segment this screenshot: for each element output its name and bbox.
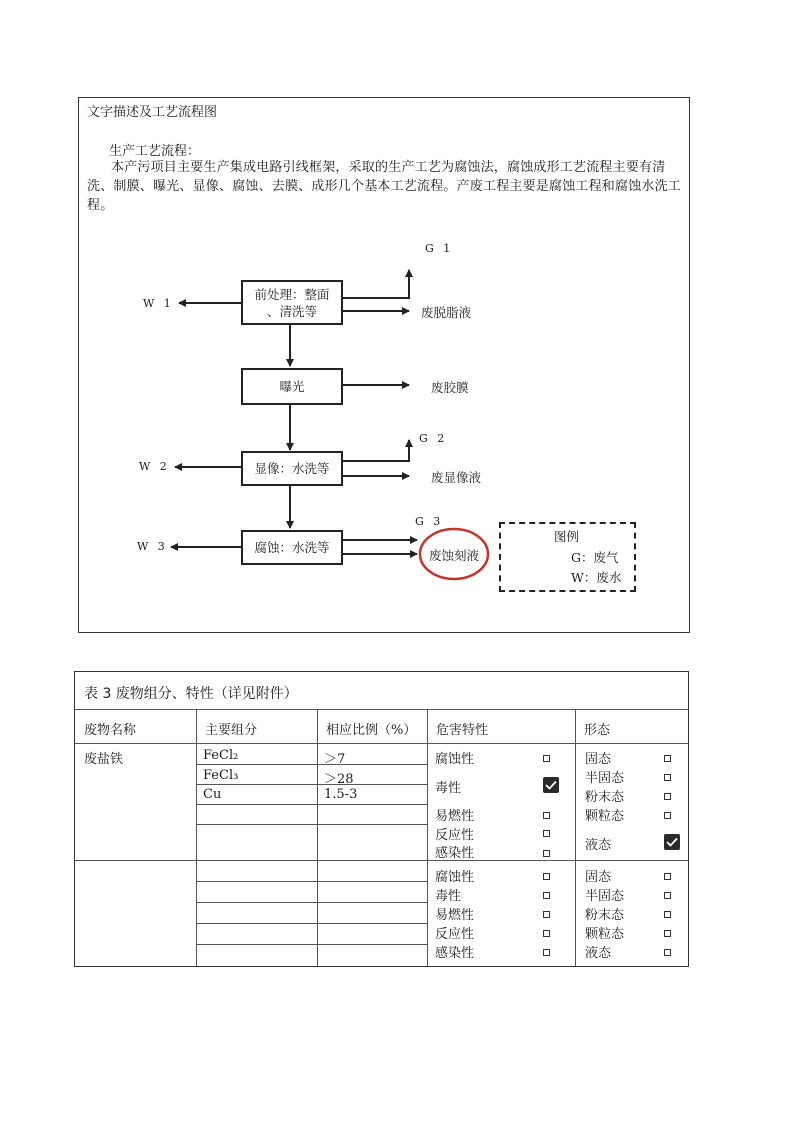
r2-hazard-corrosive: 腐蚀性	[435, 870, 475, 885]
label-g3: G 3	[415, 515, 444, 528]
r1-hazard-corrosive: 腐蚀性	[435, 752, 475, 767]
step-develop-label: 显像：水洗等	[254, 461, 330, 476]
r1-hazard-flammable-checkbox[interactable]	[543, 812, 550, 819]
r2-form-powder-checkbox[interactable]	[664, 911, 671, 918]
r1-hazard-infectious: 感染性	[435, 846, 475, 861]
header-form: 形态	[584, 723, 611, 738]
r1-form-solid: 固态	[585, 752, 612, 767]
legend-box	[499, 522, 636, 592]
check-icon	[666, 837, 678, 847]
r2-hazard-toxic-checkbox[interactable]	[543, 892, 550, 899]
r2-form-semisolid: 半固态	[585, 889, 625, 904]
label-g2: G 2	[419, 432, 448, 445]
r2-form-liquid-checkbox[interactable]	[664, 949, 671, 956]
r2-hazard-infectious: 感染性	[435, 946, 475, 961]
r2-hazard-toxic: 毒性	[435, 889, 462, 904]
label-w3: W 3	[137, 540, 168, 553]
r2-form-liquid: 液态	[585, 946, 612, 961]
step-pretreatment-box	[241, 280, 343, 325]
label-step4-output: 废蚀刻液	[429, 548, 480, 563]
r2-hazard-flammable: 易燃性	[435, 908, 475, 923]
step-exposure-box	[241, 368, 343, 405]
header-waste-name: 废物名称	[84, 723, 137, 738]
r1-form-powder-checkbox[interactable]	[664, 793, 671, 800]
label-g1: G 1	[425, 242, 454, 255]
step-develop-box	[241, 451, 343, 486]
r1-hazard-reactive-checkbox[interactable]	[543, 830, 550, 837]
header-ratio: 相应比例（%）	[326, 723, 417, 738]
component-1: FeCl₂	[203, 748, 239, 763]
process-paragraph: 本产污项目主要生产集成电路引线框架，采取的生产工艺为腐蚀法，腐蚀成形工艺流程主要有清洗、制膜、曝光、显像、腐蚀、去膜、成形几个基本工艺流程。产废工程主要是腐蚀工程和腐蚀水洗工程。	[87, 160, 682, 213]
r2-hazard-flammable-checkbox[interactable]	[543, 911, 550, 918]
header-hazard: 危害特性	[436, 723, 489, 738]
arrow-g1	[343, 270, 409, 298]
r1-form-powder: 粉末态	[585, 790, 625, 805]
r1-hazard-infectious-checkbox[interactable]	[543, 850, 550, 857]
step-pretreatment-line1: 前处理：整面	[254, 286, 330, 302]
r2-form-granular-checkbox[interactable]	[664, 930, 671, 937]
ratio-1: ＞7	[324, 752, 346, 767]
r2-hazard-reactive-checkbox[interactable]	[543, 930, 550, 937]
r1-form-semisolid: 半固态	[585, 771, 625, 786]
arrow-g2	[343, 440, 409, 461]
step-etch-label: 腐蚀：水洗等	[254, 540, 330, 555]
waste-name: 废盐铁	[84, 752, 124, 767]
process-description-box	[78, 97, 690, 633]
legend-title: 图例	[554, 529, 580, 544]
r1-form-liquid-checkbox[interactable]	[664, 834, 680, 850]
legend-water: W：废水	[571, 570, 622, 585]
step-pretreatment-line2: 、清洗等	[266, 303, 317, 319]
r2-form-solid-checkbox[interactable]	[664, 873, 671, 880]
r2-hazard-corrosive-checkbox[interactable]	[543, 873, 550, 880]
label-w2: W 2	[139, 460, 170, 473]
r1-form-semisolid-checkbox[interactable]	[664, 774, 671, 781]
r2-form-semisolid-checkbox[interactable]	[664, 892, 671, 899]
r1-form-liquid: 液态	[585, 838, 612, 853]
r2-form-powder: 粉末态	[585, 908, 625, 923]
label-w1: W 1	[143, 297, 174, 310]
r1-form-granular: 颗粒态	[585, 809, 625, 824]
r1-form-solid-checkbox[interactable]	[664, 755, 671, 762]
r1-hazard-reactive: 反应性	[435, 828, 475, 843]
check-icon	[545, 780, 557, 790]
r1-form-granular-checkbox[interactable]	[664, 812, 671, 819]
r1-hazard-flammable: 易燃性	[435, 809, 475, 824]
r2-form-solid: 固态	[585, 870, 612, 885]
r1-hazard-toxic-checkbox[interactable]	[543, 777, 559, 793]
step-etch-box	[241, 530, 343, 565]
r1-hazard-toxic: 毒性	[435, 781, 462, 796]
r2-form-granular: 颗粒态	[585, 927, 625, 942]
component-3: Cu	[203, 787, 222, 802]
step-exposure-label: 曝光	[279, 379, 305, 394]
label-step2-output: 废胶膜	[431, 380, 469, 395]
section-title: 文字描述及工艺流程图	[87, 105, 218, 120]
legend-gas: G：废气	[571, 550, 619, 565]
r2-hazard-infectious-checkbox[interactable]	[543, 949, 550, 956]
ratio-2: ＞28	[324, 772, 354, 787]
process-subtitle: 生产工艺流程：	[109, 144, 201, 159]
r2-hazard-reactive: 反应性	[435, 927, 475, 942]
label-step3-output: 废显像液	[431, 470, 482, 485]
component-2: FeCl₃	[203, 768, 239, 783]
header-components: 主要组分	[205, 723, 258, 738]
table-title: 表 3 废物组分、特性（详见附件）	[84, 686, 298, 702]
ratio-3: 1.5-3	[324, 787, 358, 802]
waste-composition-table	[74, 671, 689, 967]
r1-hazard-corrosive-checkbox[interactable]	[543, 755, 550, 762]
label-step1-output: 废脱脂液	[421, 305, 472, 320]
